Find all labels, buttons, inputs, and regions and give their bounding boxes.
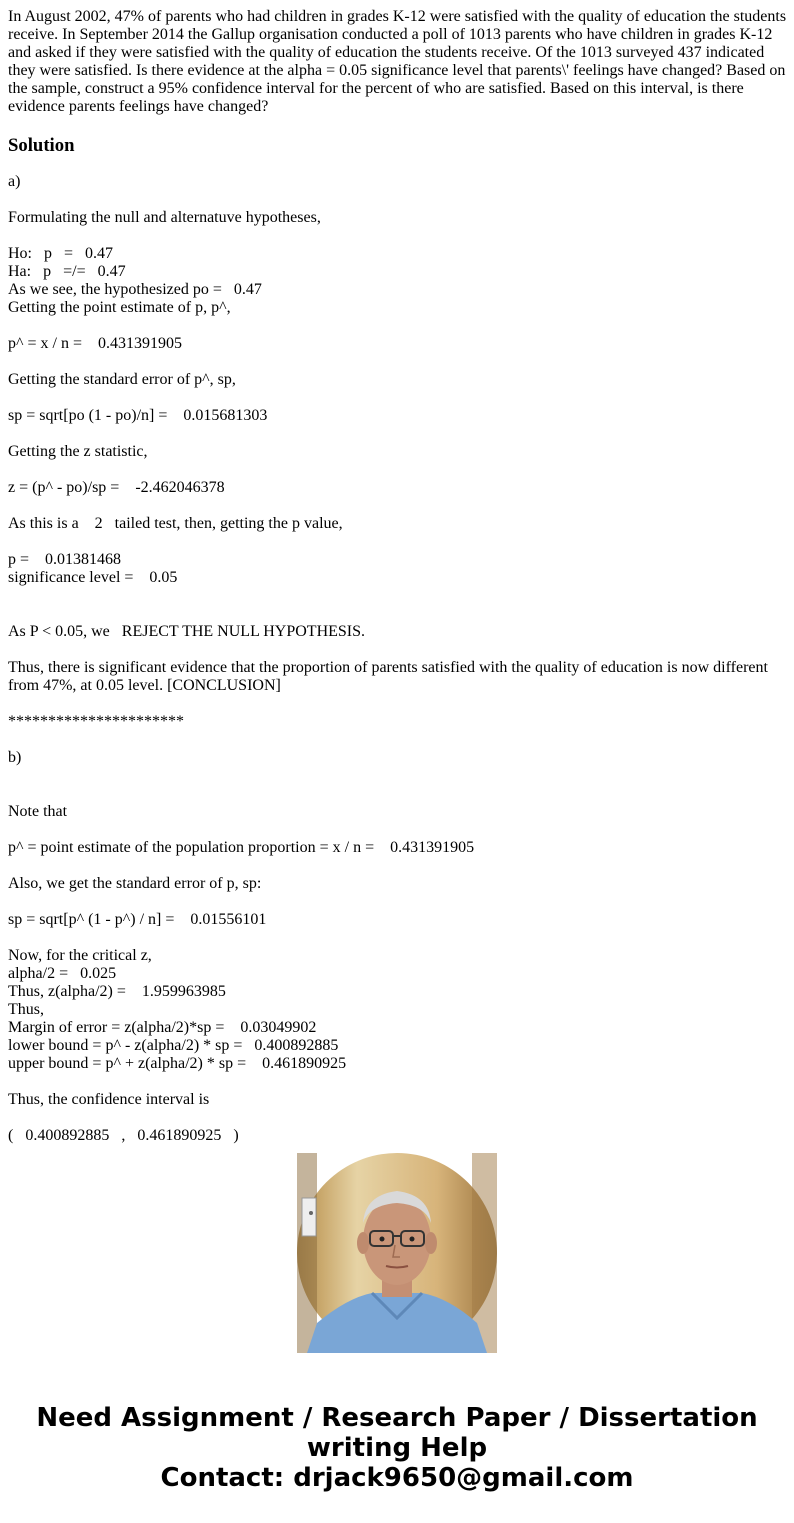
promo-line-2: writing Help (306, 1433, 488, 1463)
solution-line: Getting the point estimate of p, p^, (8, 299, 231, 316)
solution-line: alpha/2 = 0.025 (8, 965, 117, 982)
solution-line: Ha: p =/= 0.47 (8, 263, 126, 280)
solution-line: b) (8, 749, 22, 766)
solution-line: a) (8, 173, 21, 190)
solution-line (8, 353, 788, 371)
solution-line: Getting the z statistic, (8, 443, 148, 460)
solution-line (8, 695, 788, 713)
solution-line (8, 425, 788, 443)
solution-line (8, 227, 788, 245)
solution-line (8, 821, 788, 839)
author-avatar (297, 1153, 497, 1353)
solution-line (8, 1073, 788, 1091)
solution-line: sp = sqrt[po (1 - po)/n] = 0.015681303 (8, 407, 268, 424)
solution-line (8, 785, 788, 803)
solution-line (8, 191, 788, 209)
question-text: In August 2002, 47% of parents who had children in grades K-12 were satisfied with the quality of education the students receive. In September 2014 the Gallup organisation conducted a poll of 1013 parents who have children in grades K-12 and asked if they were satisfied with the quality of education the students receive. Of the 1013 surveyed 437 indicated they were satisfied. Is there evidence at the alpha = 0.05 significance level that parents\' feelings have changed? Based on the sample, construct a 95% confidence interval for the percent of who are satisfied. Based on this interval, is there evidence parents feelings have changed? (8, 8, 787, 115)
solution-line: Thus, there is significant evidence that the proportion of parents satisfied with the quality of education is now different from 47%, at 0.05 level. [CONCLUSION] (8, 659, 772, 694)
solution-line (8, 497, 788, 515)
solution-line (8, 731, 788, 749)
solution-line: As P < 0.05, we REJECT THE NULL HYPOTHESIS. (8, 623, 366, 640)
promo-banner (0, 1403, 794, 1493)
promo-contact: Contact: drjack9650@gmail.com (160, 1463, 634, 1493)
solution-body (8, 173, 788, 1145)
solution-line: Getting the standard error of p^, sp, (8, 371, 236, 388)
solution-line: Margin of error = z(alpha/2)*sp = 0.03049902 (8, 1019, 317, 1036)
promo-line-1: Need Assignment / Research Paper / Dissertation (36, 1403, 758, 1433)
solution-line (8, 767, 788, 785)
solution-line: Note that (8, 803, 68, 820)
solution-line: ( 0.400892885 , 0.461890925 ) (8, 1127, 239, 1144)
solution-line (8, 461, 788, 479)
solution-line: p^ = x / n = 0.431391905 (8, 335, 182, 352)
solution-line: As this is a 2 tailed test, then, getting the p value, (8, 515, 343, 532)
solution-line (8, 533, 788, 551)
solution-line: As we see, the hypothesized po = 0.47 (8, 281, 262, 298)
solution-line: z = (p^ - po)/sp = -2.462046378 (8, 479, 225, 496)
solution-line: Thus, the confidence interval is (8, 1091, 210, 1108)
solution-line: p^ = point estimate of the population proportion = x / n = 0.431391905 (8, 839, 475, 856)
solution-line (8, 1109, 788, 1127)
solution-line: ********************** (8, 713, 184, 730)
solution-line: Ho: p = 0.47 (8, 245, 114, 262)
solution-line (8, 605, 788, 623)
solution-line: p = 0.01381468 (8, 551, 122, 568)
solution-line (8, 893, 788, 911)
document-body (8, 8, 788, 1144)
solution-line: Also, we get the standard error of p, sp: (8, 875, 262, 892)
solution-line (8, 929, 788, 947)
solution-line: significance level = 0.05 (8, 569, 178, 586)
solution-line (8, 389, 788, 407)
solution-line (8, 587, 788, 605)
solution-line: lower bound = p^ - z(alpha/2) * sp = 0.400892885 (8, 1037, 339, 1054)
solution-line: Formulating the null and alternatuve hypotheses, (8, 209, 321, 226)
solution-line (8, 317, 788, 335)
solution-line: Thus, (8, 1001, 44, 1018)
solution-line: Thus, z(alpha/2) = 1.959963985 (8, 983, 226, 1000)
solution-line: upper bound = p^ + z(alpha/2) * sp = 0.461890925 (8, 1055, 347, 1072)
solution-heading: Solution (8, 135, 75, 156)
solution-line: sp = sqrt[p^ (1 - p^) / n] = 0.01556101 (8, 911, 267, 928)
solution-line: Now, for the critical z, (8, 947, 152, 964)
solution-line (8, 857, 788, 875)
solution-line (8, 641, 788, 659)
